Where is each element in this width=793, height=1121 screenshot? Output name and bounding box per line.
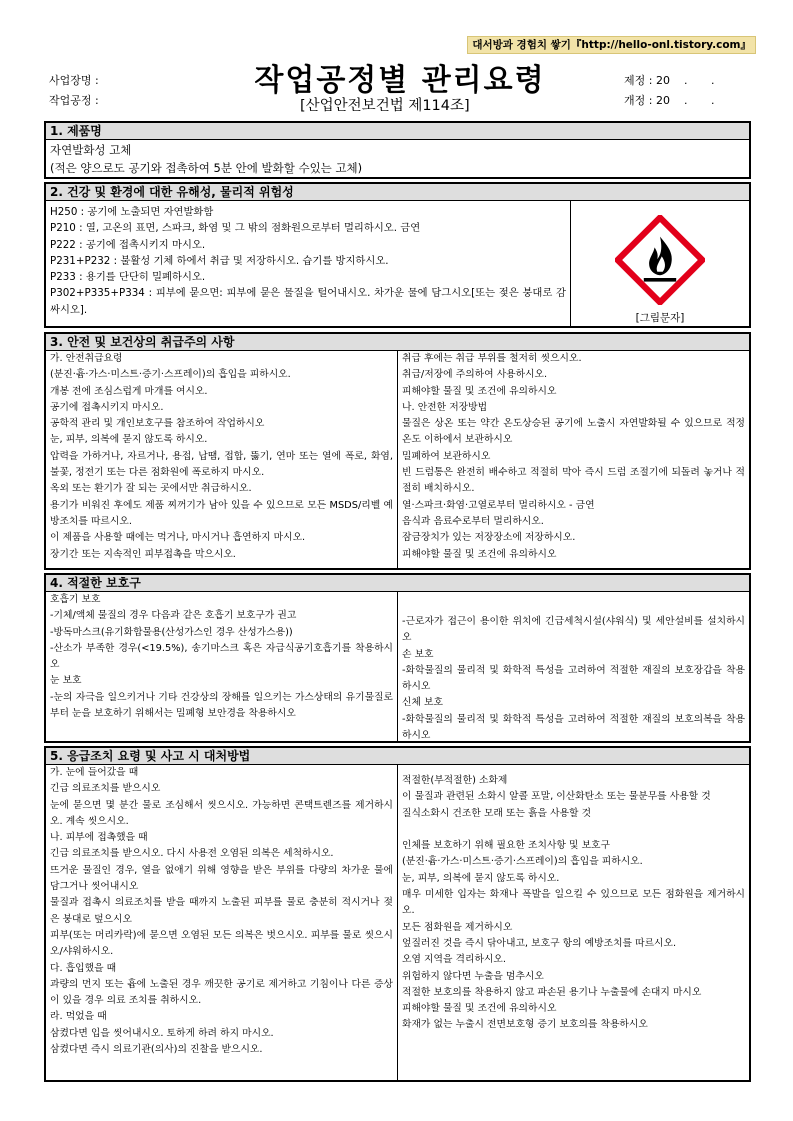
first-aid-item: 긴급 의료조치를 받으시오. 다시 사용전 오염된 의복은 세척하시오. [50, 848, 334, 860]
section-heading: 2. 건강 및 환경에 대한 유해성, 물리적 위험성 [46, 184, 749, 201]
section-protective-equipment [44, 573, 751, 743]
ppe-item: -기체/액체 물질의 경우 다음과 같은 호흡기 보호구가 권고 [50, 610, 297, 622]
precaution-statement: P210 : 열, 고온의 표면, 스파크, 화염 및 그 밖의 점화원으로부터 멀리하시오. 금연 [50, 222, 421, 235]
fire-item: 이 물질과 관련된 소화시 알콜 포말, 이산화탄소 또는 물분무를 사용할 것 [402, 791, 711, 803]
section-first-aid [44, 746, 751, 1082]
ppe-item: -근로자가 접근이 용이한 위치에 긴급세척시설(샤워식) 및 세안설비를 설치하시오 [402, 616, 745, 644]
spill-item: 피해야할 물질 및 조건에 유의하시오 [402, 1003, 557, 1015]
handling-item: 개봉 전에 조심스럽게 마개를 여시오. [50, 385, 208, 397]
handling-item: 눈, 피부, 의복에 묻지 않도록 하시오. [50, 434, 208, 446]
eye-contact-subheading: 가. 눈에 들어갔을 때 [50, 767, 139, 778]
spill-item: 매우 미세한 입자는 화재나 폭발을 일으킬 수 있으므로 모든 점화원을 제거하시오. [402, 889, 745, 917]
revised-dots: . . [683, 94, 725, 107]
enacted-date [624, 72, 724, 88]
handling-item: 용기가 비워진 후에도 제품 찌꺼기가 남아 있을 수 있으므로 모든 MSDS/리벨 예방조치를 따르시오. [50, 499, 393, 527]
product-description: (적은 양으로도 공기와 접촉하여 5분 안에 발화할 수있는 고체) [50, 161, 363, 175]
pictogram-box [570, 201, 749, 327]
page-subtitle: [산업안전보건법 제114조] [300, 98, 470, 114]
storage-item: 물질은 상온 또는 약간 온도상승된 공기에 노출시 자연발화될 수 있으므로 적정온도 이하에서 보관하시오 [402, 418, 745, 446]
precaution-statement: P233 : 용기를 단단히 밀폐하시오. [50, 271, 206, 284]
product-name: 자연발화성 고체 [50, 143, 132, 157]
storage-item: 빈 드럼통은 완전히 배수하고 적절히 막아 즉시 드럼 조절기에 되돌려 놓거나 적절히 배치하시오. [402, 467, 745, 495]
handling-item: 장기간 또는 지속적인 피부접촉을 막으시오. [50, 548, 236, 560]
spill-item: 오염 지역을 격리하시오. [402, 954, 506, 966]
spill-item: 모든 점화원을 제거하시오 [402, 921, 513, 933]
handling-subheading: 가. 안전취급요령 [50, 353, 123, 364]
first-aid-item: 물질과 접촉시 의료조치를 받을 때까지 노출된 피부를 물로 충분히 적시거나 젖은 붕대로 덮으시오 [50, 897, 393, 925]
storage-item: 음식과 음료수로부터 멀리하시오. [402, 515, 544, 527]
section-heading: 3. 안전 및 보건상의 취급주의 사항 [46, 334, 749, 351]
first-aid-item: 뜨거운 물질인 경우, 열을 없애기 위해 영향을 받은 부위를 다량의 차가운 물에 담그거나 씻어내시오 [50, 864, 393, 893]
ppe-item: -산소가 부족한 경우(<19.5%), 송기마스크 혹은 자급식공기호흡기를 착용하시오 [50, 642, 393, 671]
section-heading: 4. 적절한 보호구 [46, 575, 749, 592]
section-handling [44, 332, 751, 570]
handling-item: 취급/저장에 주의하여 사용하시오. [402, 369, 548, 381]
flame-pictogram-icon [615, 215, 705, 305]
section-hazards [44, 182, 751, 328]
spill-item: 화재가 없는 누출시 전면보호형 증기 보호의를 착용하시오 [402, 1019, 648, 1031]
handling-item: (분진·흄·가스·미스트·증기·스프레이)의 흡입을 피하시오. [50, 369, 291, 381]
storage-item: 밀폐하여 보관하시오 [402, 450, 491, 462]
handling-item: 공학적 관리 및 개인보호구를 참조하여 작업하시오 [50, 418, 265, 430]
storage-item: 잠금장치가 있는 저장장소에 저장하시오. [402, 532, 576, 544]
ingestion-subheading: 라. 먹었을 때 [50, 1011, 107, 1023]
handling-item: 옥외 또는 환기가 잘 되는 곳에서만 취급하시오. [50, 483, 252, 495]
handling-item: 이 제품을 사용할 때에는 먹거나, 마시거나 흡연하지 마시오. [50, 532, 306, 544]
process-label: 작업공정 : [49, 94, 99, 107]
respiratory-subheading: 호흡기 보호 [50, 594, 101, 605]
skin-contact-subheading: 나. 피부에 접촉했을 때 [50, 832, 148, 844]
precaution-statement: P302+P335+P334 : 피부에 묻으면: 피부에 묻은 물질을 털어내시오. 차가운 물에 담그시오[또는 젖은 붕대로 감싸시오]. [50, 287, 566, 316]
spill-item: 눈, 피부, 의복에 묻지 않도록 하시오. [402, 872, 560, 884]
handling-item: 취급 후에는 취급 부위를 철저히 씻으시오. [402, 353, 582, 364]
enacted-dots: . . [683, 74, 725, 87]
ppe-item: -눈의 자극을 일으키거나 기타 건강상의 장해를 일으키는 가스상태의 유기물질로 부터 눈을 보호하기 위해서는 밀폐형 보안경을 착용하시오 [50, 691, 393, 720]
storage-item: 열·스파크·화염·고열로부터 멀리하시오 - 금연 [402, 499, 595, 511]
body-subheading: 신체 보호 [402, 697, 443, 709]
revised-label: 개정 : 20 [624, 94, 670, 107]
workplace-label: 사업장명 : [49, 74, 99, 87]
hand-subheading: 손 보호 [402, 648, 434, 660]
revised-date [624, 92, 724, 108]
pictogram-label: [그림문자] [635, 312, 685, 324]
spill-item: 위험하지 않다면 누출을 멈추시오 [402, 970, 544, 982]
blog-banner: 대서방과 경험치 쌓기『http://hello-onl.tistory.com』 [467, 36, 756, 54]
handling-item: 압력을 가하거나, 자르거나, 용접, 납땜, 접합, 뚫기, 연마 또는 열에 폭로, 화염, 불꽃, 정전기 또는 다른 점화원에 폭로하지 마시오. [50, 450, 393, 479]
first-aid-item: 삼켰다면 즉시 의료기관(의사)의 진찰을 받으시오. [50, 1044, 263, 1056]
precaution-statement: P222 : 공기에 접촉시키지 마시오. [50, 238, 206, 251]
page-title: 작업공정별 관리요령 [254, 63, 546, 98]
inhalation-subheading: 다. 흡입했을 때 [50, 962, 117, 974]
section-heading: 5. 응급조치 요령 및 사고 시 대처방법 [46, 748, 749, 765]
storage-subheading: 나. 안전한 저장방법 [402, 401, 488, 413]
handling-item: 공기에 접촉시키지 마시오. [50, 401, 164, 413]
eye-subheading: 눈 보호 [50, 675, 82, 687]
spill-item: 엎질러진 것을 즉시 닦아내고, 보호구 항의 예방조치를 따르시오. [402, 937, 677, 949]
precaution-statement: P231+P232 : 불활성 기체 하에서 취급 및 저장하시오. 습기를 방지하시오. [50, 254, 389, 267]
first-aid-item: 눈에 묻으면 몇 분간 물로 조심해서 씻으시오. 가능하면 콘택트렌즈를 제거하시오. 계속 씻으시오. [50, 799, 393, 827]
ppe-item: -화학물질의 물리적 및 화학적 특성을 고려하여 적절한 재질의 보호장갑을 착용하시오 [402, 664, 745, 693]
fire-item: 질식소화시 건조한 모래 또는 흙을 사용할 것 [402, 807, 592, 819]
ppe-item: -화학물질의 물리적 및 화학적 특성을 고려하여 적절한 재질의 보호의복을 착용하시오 [402, 713, 745, 742]
enacted-label: 제정 : 20 [624, 74, 670, 87]
spill-item: 적절한 보호의를 착용하지 않고 파손된 용기나 누출물에 손대지 마시오 [402, 986, 702, 998]
section-heading: 1. 제품명 [46, 123, 749, 140]
first-aid-item: 피부(또는 머리카락)에 묻으면 오염된 모든 의복은 벗으시오. 피부를 물로 씻으시오/샤워하시오. [50, 929, 393, 958]
handling-item: 피해야할 물질 및 조건에 유의하시오 [402, 385, 557, 397]
spill-subheading: 인체를 보호하기 위해 필요한 조치사항 및 보호구 [402, 840, 610, 852]
extinguishing-subheading: 적절한(부적절한) 소화제 [402, 775, 508, 786]
first-aid-item: 과량의 먼지 또는 흄에 노출된 경우 깨끗한 공기로 제거하고 기침이나 다른 증상이 있을 경우 의료 조치를 취하시오. [50, 978, 393, 1007]
section-product-name [44, 121, 751, 179]
ppe-item: -방독마스크(유기화합물용(산성가스인 경우 산성가스용)) [50, 626, 293, 638]
first-aid-item: 삼켰다면 입을 씻어내시오. 토하게 하려 하지 마시오. [50, 1027, 274, 1039]
spill-item: (분진·흄·가스·미스트·증기·스프레이)의 흡입을 피하시오. [402, 856, 643, 868]
first-aid-item: 긴급 의료조치를 받으시오 [50, 783, 161, 795]
hazard-statement: H250 : 공기에 노출되면 자연발화함 [50, 206, 214, 218]
storage-item: 피해야할 물질 및 조건에 유의하시오 [402, 548, 557, 560]
